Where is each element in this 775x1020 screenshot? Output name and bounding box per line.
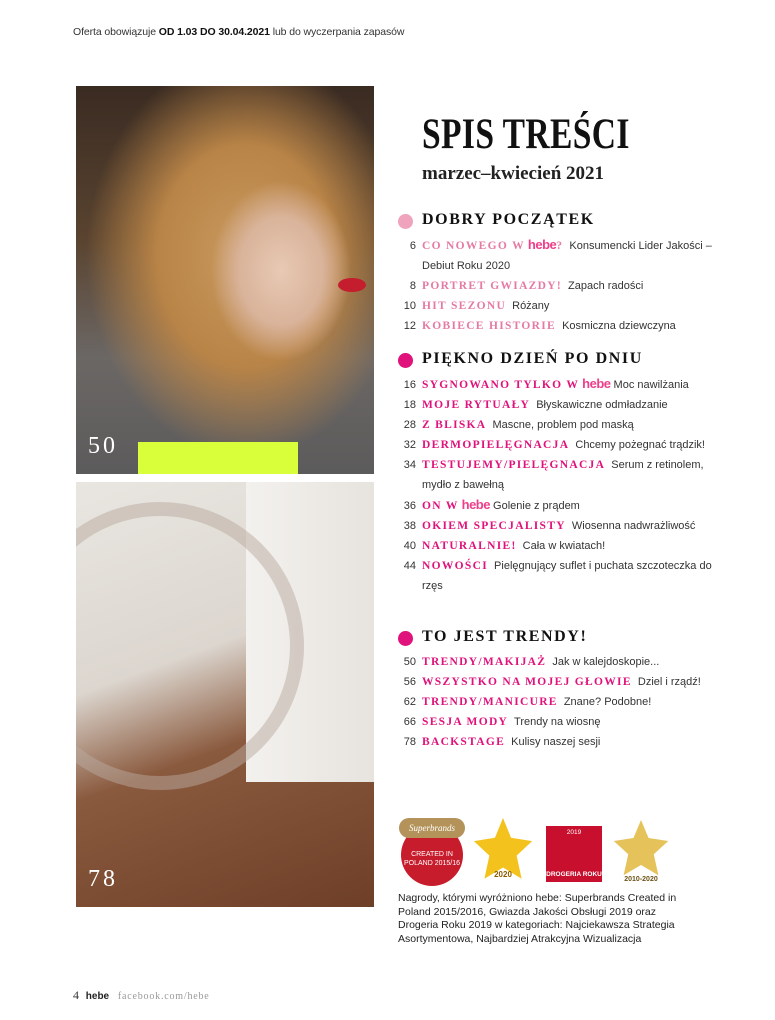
toc-entry[interactable] [398, 712, 712, 732]
toc-entry-text [422, 556, 712, 596]
toc-page-number: 66 [403, 716, 416, 728]
drogeria-roku-text: DROGERIA ROKU [546, 871, 602, 878]
footer [73, 988, 210, 1003]
toc-entry-keyword: OKIEM SPECJALISTY [422, 520, 566, 532]
toc-entry-keyword: TRENDY/MANICURE [422, 696, 558, 708]
drogeria-roku-year: 2019 [566, 829, 582, 836]
toc-entry-text [422, 536, 712, 556]
toc-entry-keyword: NOWOŚCI [422, 560, 488, 572]
toc-entry-text [422, 455, 712, 495]
photo-page-label: 78 [88, 866, 118, 892]
toc-section-title: TO JEST TRENDY! [422, 628, 588, 645]
quality-star-year: 2020 [494, 870, 512, 879]
service-star-badge [612, 820, 670, 880]
toc-entry-keyword: KOBIECE HISTORIE [422, 320, 557, 332]
toc-entry-description: Błyskawiczne odmładzanie [533, 399, 668, 411]
toc-entry-description: Znane? Podobne! [560, 696, 652, 708]
photo-detail [138, 442, 298, 474]
toc-entry-keyword: PORTRET GWIAZDY! [422, 280, 562, 292]
toc-entry-text [422, 316, 712, 336]
toc-entry-keyword: WSZYSTKO NA MOJEJ GŁOWIE [422, 676, 632, 688]
toc-entry-description: Serum z retinolem, mydło z bawełną [422, 459, 704, 491]
toc-entry-keyword: TRENDY/MAKIJAŻ [422, 656, 547, 668]
section-bullet-icon [398, 214, 413, 229]
toc-entry[interactable] [398, 316, 712, 336]
toc-entry[interactable] [398, 495, 712, 516]
toc-section [398, 211, 712, 336]
hebe-logo: hebe [582, 376, 611, 391]
toc-entry-keyword: HIT SEZONU [422, 300, 507, 312]
photo-page-label: 50 [88, 433, 118, 459]
toc-entry[interactable] [398, 296, 712, 316]
toc-entry-description: Konsumencki Lider Jakości – Debiut Roku 2020 [422, 240, 712, 272]
toc-section-header [398, 350, 712, 372]
cover-photo-stairs[interactable] [76, 482, 374, 907]
toc-entry[interactable] [398, 374, 712, 395]
toc-entry[interactable] [398, 276, 712, 296]
toc-entry-keyword: SYGNOWANO TYLKO W [422, 379, 580, 391]
offer-note [73, 26, 404, 38]
toc-entry-description: Jak w kalejdoskopie... [549, 656, 660, 668]
toc-entry-text [422, 495, 712, 516]
toc-page-number: 56 [403, 676, 416, 688]
awards-caption: Nagrody, którymi wyróżniono hebe: Superbrands Created in Poland 2015/2016, Gwiazda Jakości Obsługi 2019 oraz Drogeria Roku 2019 w kategoriach: Najciekawsza Strategia Asortymentowa, Najbardziej Atrakcyjna Wizualizacja [398, 892, 677, 945]
toc-entry-description: Różany [509, 300, 550, 312]
toc-entry-description: Trendy na wiosnę [511, 716, 601, 728]
toc-entry-description: Cała w kwiatach! [519, 540, 606, 552]
toc-section-title: PIĘKNO DZIEŃ PO DNIU [422, 350, 643, 367]
section-bullet-icon [398, 631, 413, 646]
toc-page-number: 28 [403, 419, 416, 431]
drogeria-roku-badge [546, 826, 602, 882]
toc-entry-keyword: CO NOWEGO W [422, 240, 525, 252]
toc-entry[interactable] [398, 652, 712, 672]
toc-entry-keyword: MOJE RYTUAŁY [422, 399, 531, 411]
toc-entry[interactable] [398, 415, 712, 435]
toc-page-number: 18 [403, 399, 416, 411]
toc-page-number: 34 [403, 459, 416, 471]
toc-entry-text [422, 374, 712, 395]
toc-entry-keyword: SESJA MODY [422, 716, 509, 728]
toc-entry-text [422, 712, 712, 732]
toc-entry-description: Kulisy naszej sesji [508, 736, 601, 748]
toc-page-number: 16 [403, 379, 416, 391]
toc-page-number: 38 [403, 520, 416, 532]
hebe-logo: hebe [527, 237, 557, 252]
page-number: 4 [73, 988, 79, 1002]
toc-entry[interactable] [398, 516, 712, 536]
toc-page-number: 62 [403, 696, 416, 708]
toc-page-number: 40 [403, 540, 416, 552]
toc-entry-description: Zapach radości [565, 280, 644, 292]
toc-page-number: 44 [403, 560, 416, 572]
toc-entry-keyword-suffix: ? [556, 240, 564, 252]
toc-section [398, 628, 712, 752]
toc-entry[interactable] [398, 235, 712, 276]
toc-entry-text [422, 235, 712, 276]
hebe-logo: hebe [461, 497, 490, 512]
toc-entry-text [422, 732, 712, 752]
toc-section-header [398, 211, 712, 233]
toc-page-number: 10 [403, 300, 416, 312]
toc-entry-text [422, 415, 712, 435]
toc-entry-text [422, 672, 712, 692]
toc-entry-keyword: BACKSTAGE [422, 736, 506, 748]
cover-photo-portrait[interactable] [76, 86, 374, 474]
toc-entry-description: Moc nawilżania [610, 379, 689, 391]
toc-entry-keyword: Z BLISKA [422, 419, 487, 431]
toc-entry-text [422, 296, 712, 316]
toc-entry-description: Mascne, problem pod maską [489, 419, 634, 431]
toc-page-number: 78 [403, 736, 416, 748]
toc-entry-keyword: NATURALNIE! [422, 540, 517, 552]
toc-entry-text [422, 692, 712, 712]
service-star-years: 2010-2020 [624, 876, 658, 883]
toc-section [398, 350, 712, 596]
toc-entry[interactable] [398, 556, 712, 596]
toc-entry-text [422, 395, 712, 415]
toc-entry-text [422, 276, 712, 296]
toc-page-number: 32 [403, 439, 416, 451]
toc-entry-description: Pielęgnujący suflet i puchata szczoteczka do rzęs [422, 560, 712, 592]
toc-entry-keyword: ON W [422, 500, 459, 512]
section-bullet-icon [398, 353, 413, 368]
toc-page-number: 6 [409, 240, 416, 252]
toc-entry-description: Golenie z prądem [489, 500, 580, 512]
toc-entry[interactable] [398, 732, 712, 752]
footer-hebe-logo: hebe [85, 991, 110, 1002]
toc-entry[interactable] [398, 435, 712, 455]
toc-page-number: 50 [403, 656, 416, 668]
toc-entry-text [422, 516, 712, 536]
toc-entry-description: Dziel i rządź! [634, 676, 701, 688]
toc-entry[interactable] [398, 455, 712, 495]
page-title: SPIS TREŚCI [422, 111, 630, 158]
toc-entry-description: Kosmiczna dziewczyna [559, 320, 676, 332]
toc-entry[interactable] [398, 536, 712, 556]
superbrands-badge [401, 824, 463, 886]
awards-row [398, 818, 678, 888]
toc-entry[interactable] [398, 672, 712, 692]
toc-entry[interactable] [398, 395, 712, 415]
toc-entry-text [422, 652, 712, 672]
toc-section-header [398, 628, 712, 650]
toc-entry-text [422, 435, 712, 455]
page-subtitle: marzec–kwiecień 2021 [422, 163, 605, 184]
superbrands-badge-text: CREATED IN POLAND 2015/16 [403, 851, 461, 867]
facebook-link[interactable]: facebook.com/hebe [117, 991, 210, 1002]
toc-section-title: DOBRY POCZĄTEK [422, 211, 595, 228]
toc-page-number: 36 [403, 500, 416, 512]
superbrands-badge-title: Superbrands [399, 818, 465, 838]
photo-detail [338, 278, 366, 292]
toc-entry-keyword: DERMOPIELĘGNACJA [422, 439, 570, 451]
toc-entry-keyword: TESTUJEMY/PIELĘGNACJA [422, 459, 606, 471]
offer-prefix: Oferta obowiązuje [73, 26, 159, 38]
toc-entry[interactable] [398, 692, 712, 712]
offer-suffix: lub do wyczerpania zapasów [269, 26, 405, 38]
offer-dates: OD 1.03 DO 30.04.2021 [158, 26, 270, 38]
toc-entry-description: Chcemy pożegnać trądzik! [572, 439, 705, 451]
toc-entry-description: Wiosenna nadwrażliwość [568, 520, 696, 532]
toc-page-number: 8 [409, 280, 416, 292]
toc-page-number: 12 [403, 320, 416, 332]
